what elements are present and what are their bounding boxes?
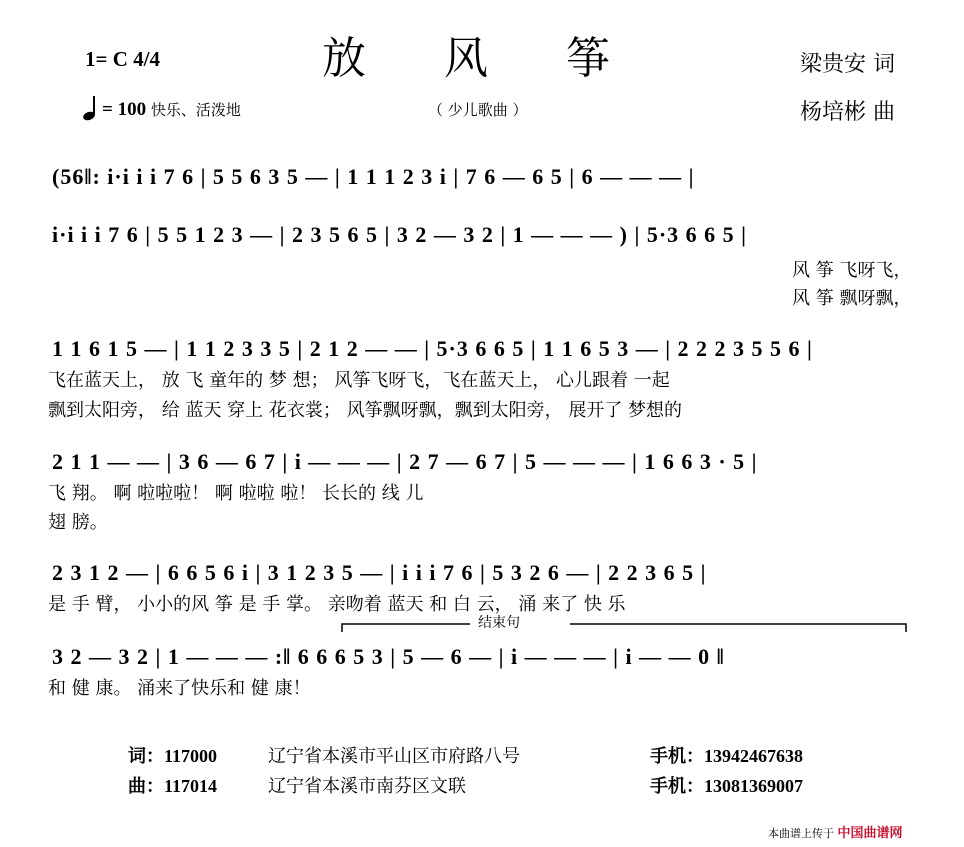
- footer-composer-address: [268, 772, 466, 798]
- score-line-3: 1 1 6 1 5 — | 1 1 2 3 3 5 | 2 1 2 — — | 5·3 6 6 5 | 1 1 6 5 3 — | 2 2 2 3 5 5 6 |: [52, 336, 813, 361]
- lyric-line-1b: 风 筝 飘呀飘，: [792, 288, 912, 309]
- lyric-line-1a: 风 筝 飞呀飞，: [792, 260, 912, 281]
- quarter-note-icon: [82, 95, 100, 121]
- lyric-line-3a: 飞 翔。 啊 啦啦啦！ 啊 啦啦 啦！ 长长的 线 儿: [48, 483, 424, 504]
- upload-credit: [768, 822, 903, 841]
- score-line-6: 3 2 — 3 2 | 1 — — — :‖ 6 6 6 5 3 | 5 — 6 — | i — — — | i — — 0 ‖: [52, 644, 725, 669]
- lyricist-credit: 梁贵安 词: [800, 52, 895, 77]
- footer-lyricist-code: 词：117000: [128, 746, 218, 766]
- score-line-5: 2 3 1 2 — | 6 6 5 6 i | 3 1 2 3 5 — | i i i 7 6 | 5 3 2 6 — | 2 2 3 6 5 |: [52, 560, 707, 585]
- tempo-text: 快乐、活泼地: [150, 101, 241, 119]
- score-line-1: (56‖: i·i i i 7 6 | 5 5 6 3 5 — | 1 1 1 2 3 i | 7 6 — 6 5 | 6 — — — |: [52, 164, 695, 189]
- ending-bracket: [340, 620, 910, 634]
- footer-composer-phone: 手机：13081369007: [650, 776, 803, 796]
- lyric-line-4: 是 手 臂， 小小的风 筝 是 手 掌。 亲吻着 蓝天 和 白 云， 涌 来了 快 乐: [48, 594, 626, 615]
- lyric-line-2a: 飞在蓝天上， 放 飞 童年的 梦 想； 风筝飞呀飞，飞在蓝天上， 心儿跟着 一起: [48, 370, 670, 391]
- footer-composer-code: 曲：117014: [128, 776, 218, 796]
- footer-composer-address-text: 辽宁省本溪市南芬区文联: [268, 776, 466, 797]
- song-subtitle: （ 少儿歌曲 ）: [428, 101, 528, 119]
- score-line-4: 2 1 1 — — | 3 6 — 6 7 | i — — — | 2 7 — 6 7 | 5 — — — | 1 6 6 3 · 5 |: [52, 449, 758, 474]
- lyric-line-2b: 飘到太阳旁， 给 蓝天 穿上 花衣裳； 风筝飘呀飘，飘到太阳旁， 展开了 梦想的: [48, 400, 683, 421]
- score-line-2: i·i i i 7 6 | 5 5 1 2 3 — | 2 3 5 6 5 | 3 2 — 3 2 | 1 — — — ) | 5·3 6 6 5 |: [52, 222, 748, 247]
- tempo-marking: [82, 95, 241, 121]
- ending-label: 结束句: [478, 615, 520, 631]
- song-title: 放 风 筝: [322, 33, 642, 84]
- key-signature: 1= C 4/4: [85, 47, 160, 71]
- lyric-line-5: 和 健 康。 涌来了快乐和 健 康！: [48, 678, 311, 699]
- lyric-line-3b: 翅 膀。: [48, 512, 108, 533]
- site-logo: 中国曲谱网: [837, 826, 903, 841]
- composer-credit: 杨培彬 曲: [800, 100, 895, 125]
- footer-lyricist-phone: 手机：13942467638: [650, 746, 803, 766]
- footer-lyricist-address: [268, 742, 520, 768]
- footer-lyricist-address-text: 辽宁省本溪市平山区市府路八号: [268, 746, 520, 767]
- upload-credit-text: 本曲谱上传于: [768, 827, 834, 840]
- tempo-value: = 100: [102, 99, 147, 120]
